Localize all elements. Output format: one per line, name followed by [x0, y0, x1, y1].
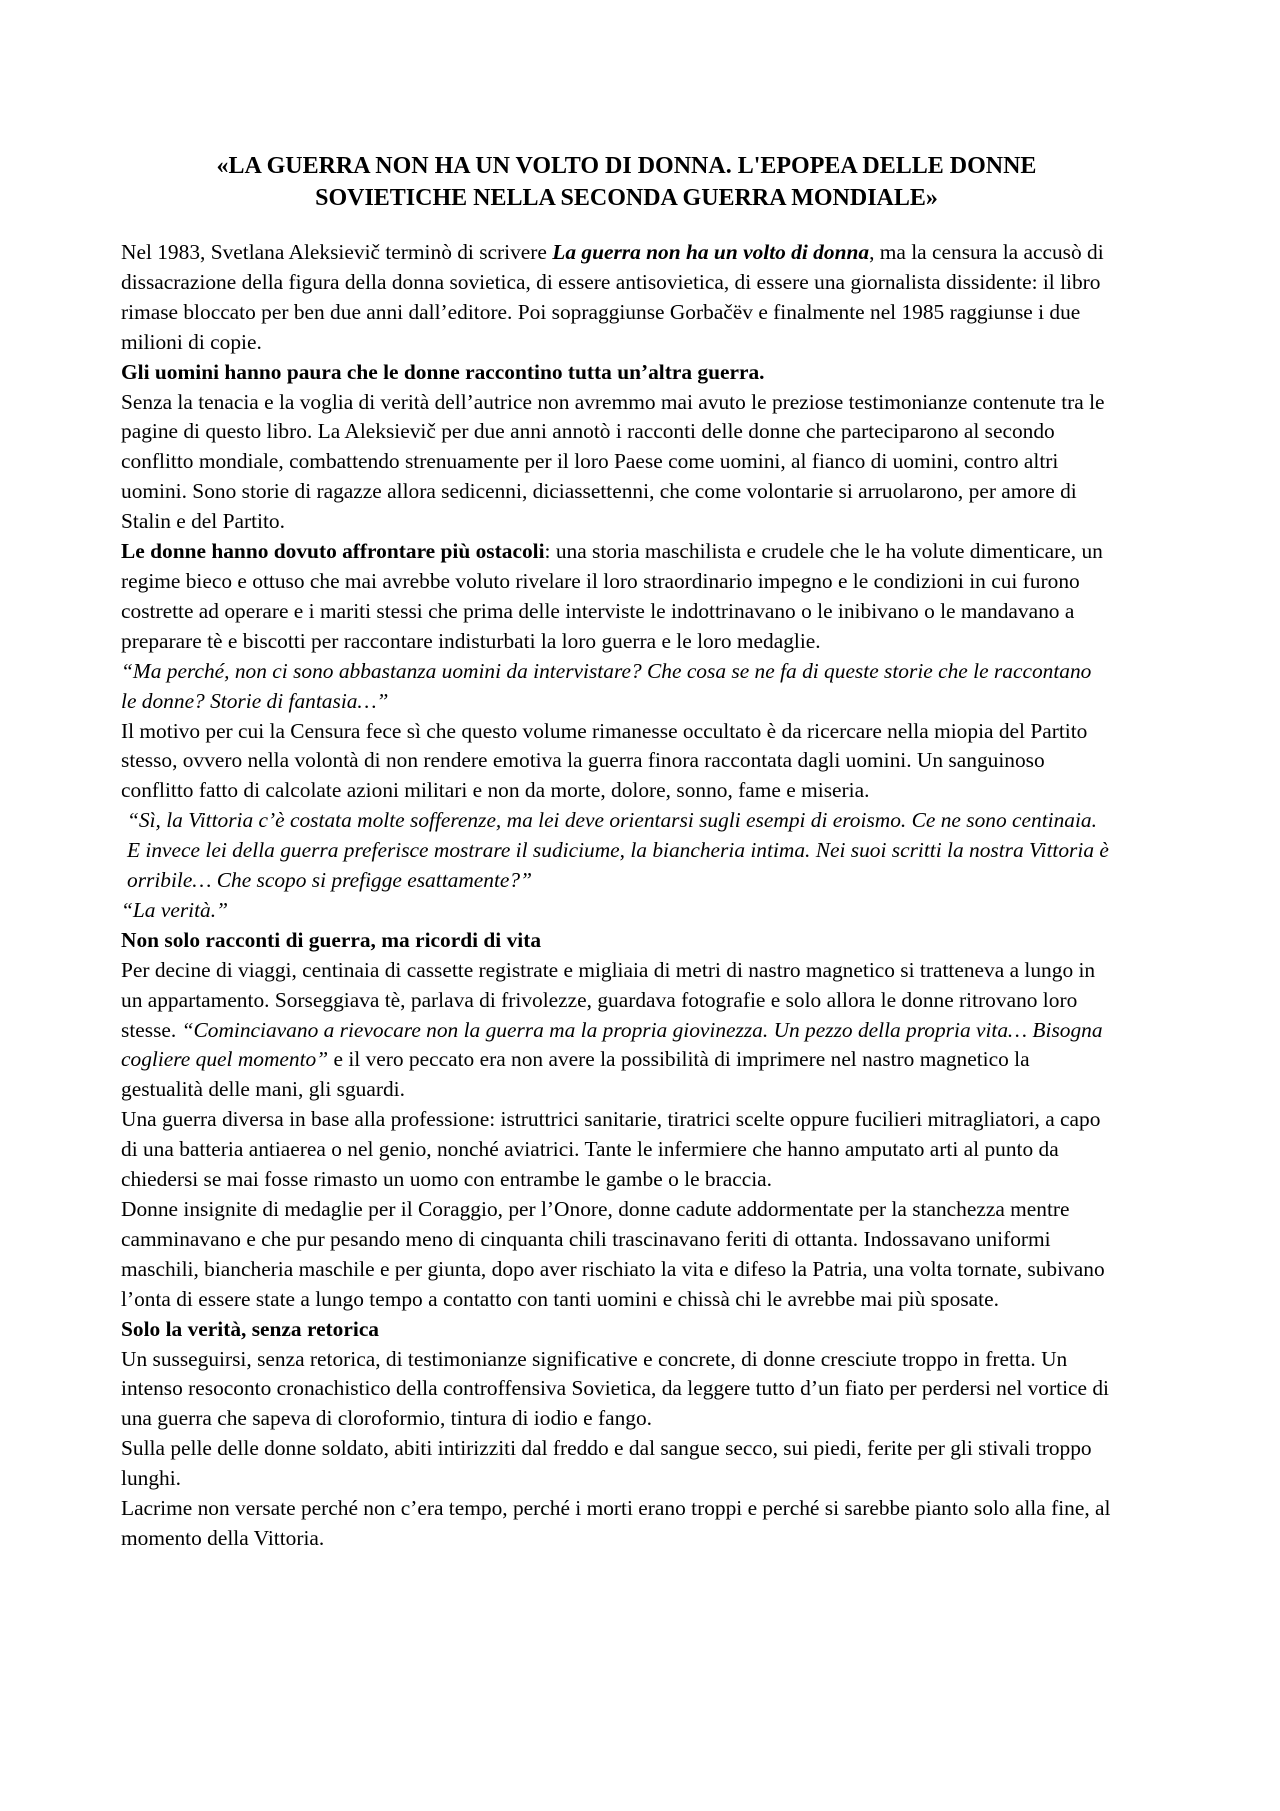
intro-text-before: Nel 1983, Svetlana Aleksievič terminò di scrivere: [121, 240, 553, 264]
quote-1: “Ma perché, non ci sono abbastanza uomini da intervistare? Che cosa se ne fa di queste storie che le raccontano le donne? Storie di fantasia…”: [121, 658, 1092, 713]
section4-paragraph-1: Un susseguirsi, senza retorica, di testimonianze significative e concrete, di donne cresciute troppo in fretta. Un intenso resoconto cronachistico della controffensiva Sovietica, da leggere tutto d’un fiato per perdersi nel vortice di una guerra che sapeva di cloroformio, tintura di iodio e fango.: [121, 1346, 1109, 1431]
section2-paragraph-2: Il motivo per cui la Censura fece sì che questo volume rimanesse occultato è da ricercare nella miopia del Partito stesso, ovvero nella volontà di non rendere emotiva la guerra finora raccontata dagli uomini. Un sanguinoso conflitto fatto di calcolate azioni militari e non da morte, dolore, sonno, fame e miseria.: [121, 718, 1088, 803]
section3-text-before: Per decine di viaggi, centinaia di cassette registrate e migliaia di metri di nastro magnetico si tratteneva a lungo in un appartamento. Sorseggiava tè, parlava di frivolezze, guardava fotografie e solo allora le donne ritrovano loro stesse.: [121, 957, 1096, 1042]
article-body: [121, 238, 1112, 1554]
section-heading-2: Non solo racconti di guerra, ma ricordi di vita: [121, 927, 542, 952]
section2-text: : una storia maschilista e crudele che le ha volute dimenticare, un regime bieco e ottuso che mai avrebbe voluto rivelare il loro straordinario impegno e le condizioni in cui furono costrette ad operare e i mariti stessi che prima delle interviste le indottrinavano o le inibivano o le mandavano a preparare tè e biscotti per raccontare indisturbati la loro guerra e le loro medaglie.: [121, 539, 1103, 653]
quote-3: “La verità.”: [121, 897, 228, 922]
quote-2: “Sì, la Vittoria c’è costata molte sofferenze, ma lei deve orientarsi sugli esempi di eroismo. Ce ne sono centinaia. E invece lei della guerra preferisce mostrare il sudiciume, la biancheria intima. Nei suoi scritti la nostra Vittoria è orribile… Che scopo si prefigge esattamente?”: [127, 808, 1109, 893]
book-title: La guerra non ha un volto di donna: [552, 240, 870, 264]
section1-paragraph: Senza la tenacia e la voglia di verità dell’autrice non avremmo mai avuto le preziose testimonianze contenute tra le pagine di questo libro. La Aleksievič per due anni annotò i racconti delle donne che parteciparono al secondo conflitto mondiale, combattendo strenuamente per il loro Paese come uomini, al fianco di uomini, contro altri uomini. Sono storie di ragazze allora sedicenni, diciassettenni, che come volontarie si arruolarono, per amore di Stalin e del Partito.: [121, 389, 1105, 534]
section-heading-3: Solo la verità, senza retorica: [121, 1316, 380, 1341]
section-heading-1: Gli uomini hanno paura che le donne raccontino tutta un’altra guerra.: [121, 359, 765, 384]
intro-text-after: , ma la censura la accusò di dissacrazione della figura della donna sovietica, di essere antisovietica, di essere una giornalista dissidente: il libro rimase bloccato per ben due anni dall’editore. Poi sopraggiunse Gorbačëv e finalmente nel 1985 raggiunse i due milioni di copie.: [121, 240, 1104, 354]
section3-text-after: e il vero peccato era non avere la possibilità di imprimere nel nastro magnetico la gestualità delle mani, gli sguardi.: [121, 1047, 1030, 1102]
section2-paragraph: [121, 537, 1112, 657]
section4-paragraph-3: Lacrime non versate perché non c’era tempo, perché i morti erano troppi e perché si sarebbe pianto solo alla fine, al momento della Vittoria.: [121, 1496, 1111, 1550]
section3-paragraph-2: Una guerra diversa in base alla professione: istruttrici sanitarie, tiratrici scelte oppure fucilieri mitragliatori, a capo di una batteria antiaerea o nel genio, nonché aviatrici. Tante le infermiere che hanno amputato arti al punto da chiedersi se mai fosse rimasto un uomo con entrambe le gambe o le braccia.: [121, 1107, 1101, 1192]
section3-paragraph: [121, 956, 1112, 1106]
intro-paragraph: [121, 238, 1112, 358]
title-line-1: «LA GUERRA NON HA UN VOLTO DI DONNA. L'EPOPEA DELLE DONNE: [216, 153, 1037, 179]
title-line-2: SOVIETICHE NELLA SECONDA GUERRA MONDIALE»: [315, 185, 938, 211]
section2-bold-lead: Le donne hanno dovuto affrontare più ostacoli: [121, 539, 545, 564]
section3-quote: “Cominciavano a rievocare non la guerra ma la propria giovinezza. Un pezzo della propria vita… Bisogna cogliere quel momento”: [121, 1017, 1103, 1072]
section3-paragraph-3: Donne insignite di medaglie per il Coraggio, per l’Onore, donne cadute addormentate per la stanchezza mentre camminavano e che pur pesando meno di cinquanta chili trascinavano feriti di ottanta. Indossavano uniformi maschili, biancheria maschile e per giunta, dopo aver rischiato la vita e difeso la Patria, una volta tornate, subivano l’onta di essere state a lungo tempo a contatto con tanti uomini e chissà chi le avrebbe mai più sposate.: [121, 1197, 1105, 1311]
section4-paragraph-2: Sulla pelle delle donne soldato, abiti intirizziti dal freddo e dal sangue secco, sui piedi, ferite per gli stivali troppo lunghi.: [121, 1436, 1092, 1491]
page-title: [121, 150, 1112, 214]
